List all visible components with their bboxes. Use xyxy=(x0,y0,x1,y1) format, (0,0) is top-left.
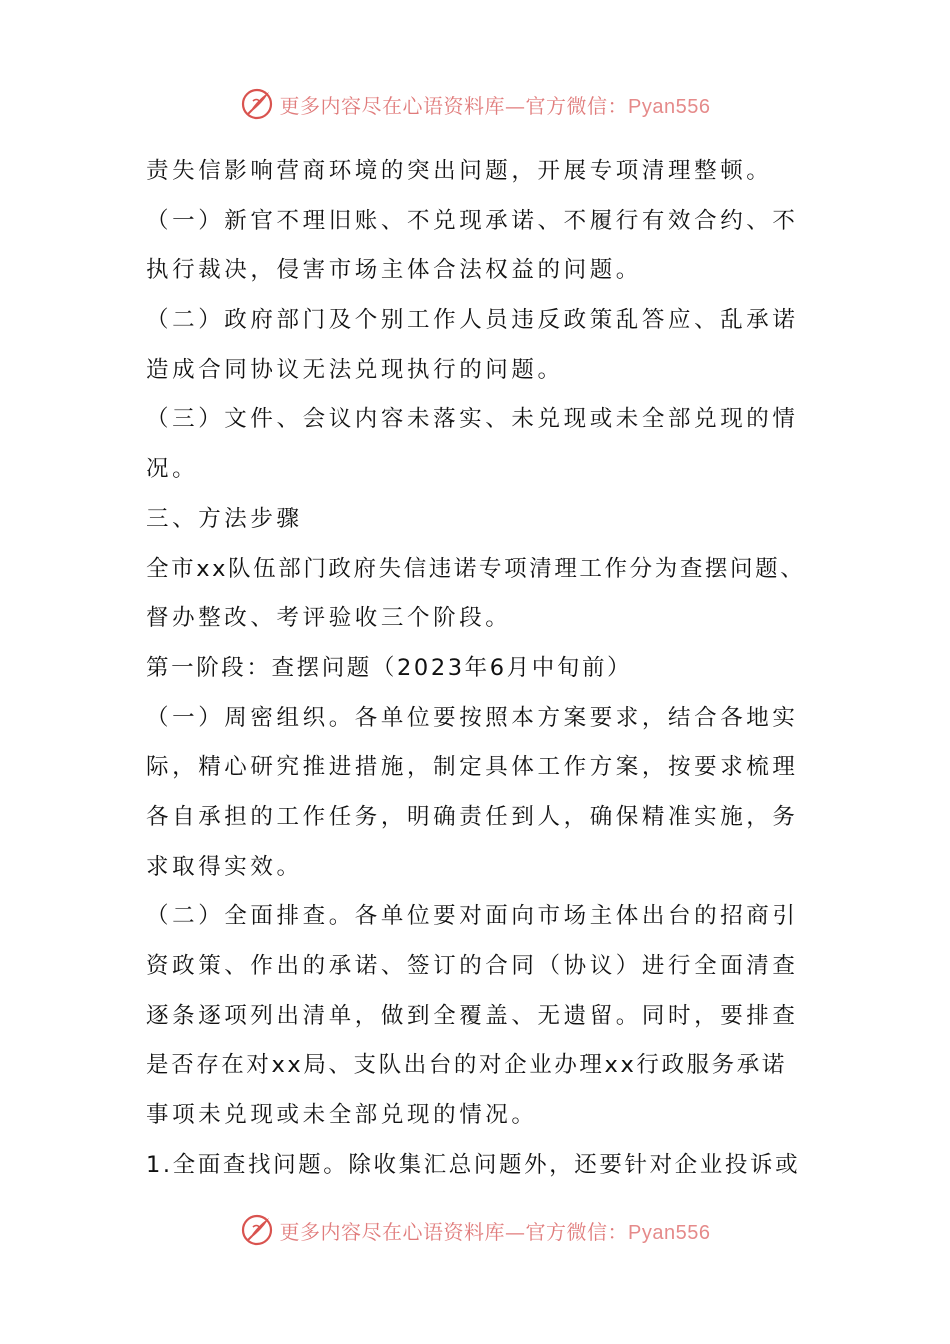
body-line: （一）周密组织。各单位要按照本方案要求，结合各地实 xyxy=(146,704,799,731)
body-line: （一）新官不理旧账、不兑现承诺、不履行有效合约、不 xyxy=(146,207,799,234)
header-banner xyxy=(0,84,950,124)
quill-logo-icon xyxy=(240,87,274,121)
body-line: 执行裁决，侵害市场主体合法权益的问题。 xyxy=(146,257,642,284)
document-body xyxy=(146,147,836,1190)
footer-wechat-id: Pyan556 xyxy=(628,1221,711,1244)
phase-heading: 第一阶段：查摆问题（2023年6月中旬前） xyxy=(146,654,633,681)
body-line: 各自承担的工作任务，明确责任到人，确保精准实施，务 xyxy=(146,803,799,830)
body-line: 逐条逐项列出清单，做到全覆盖、无遗留。同时，要排查 xyxy=(146,1002,799,1029)
body-line: 是否存在对xx局、支队出台的对企业办理xx行政服务承诺 xyxy=(146,1052,787,1079)
body-line: 造成合同协议无法兑现执行的问题。 xyxy=(146,356,564,383)
body-line: （二）政府部门及个别工作人员违反政策乱答应、乱承诺 xyxy=(146,307,799,334)
footer-banner-text: 更多内容尽在心语资料库—官方微信：Pyan556 xyxy=(279,1219,711,1244)
body-line: 际，精心研究推进措施，制定具体工作方案，按要求梳理 xyxy=(146,754,799,781)
body-line: 求取得实效。 xyxy=(146,853,303,880)
header-banner-text: 更多内容尽在心语资料库—官方微信：Pyan556 xyxy=(279,93,711,118)
body-line: 况。 xyxy=(146,456,199,483)
section-heading: 三、方法步骤 xyxy=(146,505,303,532)
body-line: 责失信影响营商环境的突出问题，开展专项清理整顿。 xyxy=(146,158,773,184)
body-line: 督办整改、考评验收三个阶段。 xyxy=(146,605,512,632)
body-line: （三）文件、会议内容未落实、未兑现或未全部兑现的情 xyxy=(146,406,799,433)
body-line: 全市xx队伍部门政府失信违诺专项清理工作分为查摆问题、 xyxy=(146,555,806,582)
quill-logo-icon xyxy=(240,1213,274,1247)
header-wechat-id: Pyan556 xyxy=(628,95,711,118)
body-line: 1.全面查找问题。除收集汇总问题外，还要针对企业投诉或 xyxy=(146,1151,801,1178)
footer-banner xyxy=(0,1210,950,1250)
body-line: （二）全面排查。各单位要对面向市场主体出台的招商引 xyxy=(146,903,799,930)
body-line: 事项未兑现或未全部兑现的情况。 xyxy=(146,1102,538,1129)
body-line: 资政策、作出的承诺、签订的合同（协议）进行全面清查 xyxy=(146,953,799,979)
